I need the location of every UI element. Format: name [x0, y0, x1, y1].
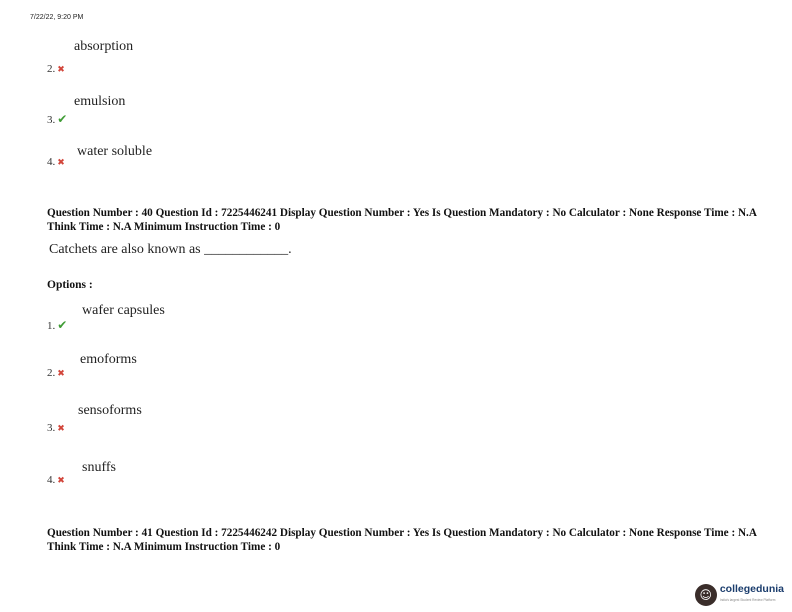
cross-icon: ✖: [57, 369, 65, 379]
prev-option-3-text: water soluble: [77, 144, 153, 159]
prev-option-1-text: absorption: [74, 39, 134, 54]
q40-option-3-text: sensoforms: [78, 403, 142, 418]
prev-option-3-number: 3. ✔: [47, 112, 68, 126]
logo-tagline: India's largest Student Review Platform: [719, 598, 776, 602]
cross-icon: ✖: [57, 424, 65, 434]
collegedunia-logo: [695, 584, 784, 606]
q40-option-2-number: 2. ✖: [47, 367, 65, 379]
mascot-icon: ☺: [695, 584, 717, 606]
q40-option-3-number: 3. ✖: [47, 422, 65, 434]
q40-option-4-number: 4. ✖: [47, 474, 65, 486]
question-41-meta: Question Number : 41 Question Id : 7225446242 Display Question Number : Yes Is Question Mandatory : No Calculator : None Response Time : N.A Think Time : N.A Minimum Instruction Time : 0: [47, 527, 757, 553]
prev-option-2-number: 2. ✖: [47, 63, 65, 75]
cross-icon: ✖: [57, 65, 65, 75]
check-icon: ✔: [57, 112, 68, 126]
options-label: Options :: [47, 279, 93, 291]
q40-option-1-number: 1. ✔: [47, 318, 68, 332]
check-icon: ✔: [57, 318, 68, 332]
q40-option-2-text: emoforms: [80, 352, 137, 367]
q40-option-4-text: snuffs: [82, 460, 116, 475]
cross-icon: ✖: [57, 476, 65, 486]
prev-option-4-number: 4. ✖: [47, 156, 65, 168]
logo-name: collegedunia: [719, 583, 784, 595]
q40-option-1-text: wafer capsules: [82, 303, 165, 318]
question-40-text: Catchets are also known as ____________.: [49, 242, 292, 257]
prev-option-2-text: emulsion: [74, 94, 126, 109]
question-40-meta: Question Number : 40 Question Id : 7225446241 Display Question Number : Yes Is Question Mandatory : No Calculator : None Response Time : N.A Think Time : N.A Minimum Instruction Time : 0: [47, 207, 757, 233]
print-timestamp: 7/22/22, 9:20 PM: [30, 14, 84, 21]
cross-icon: ✖: [57, 158, 65, 168]
